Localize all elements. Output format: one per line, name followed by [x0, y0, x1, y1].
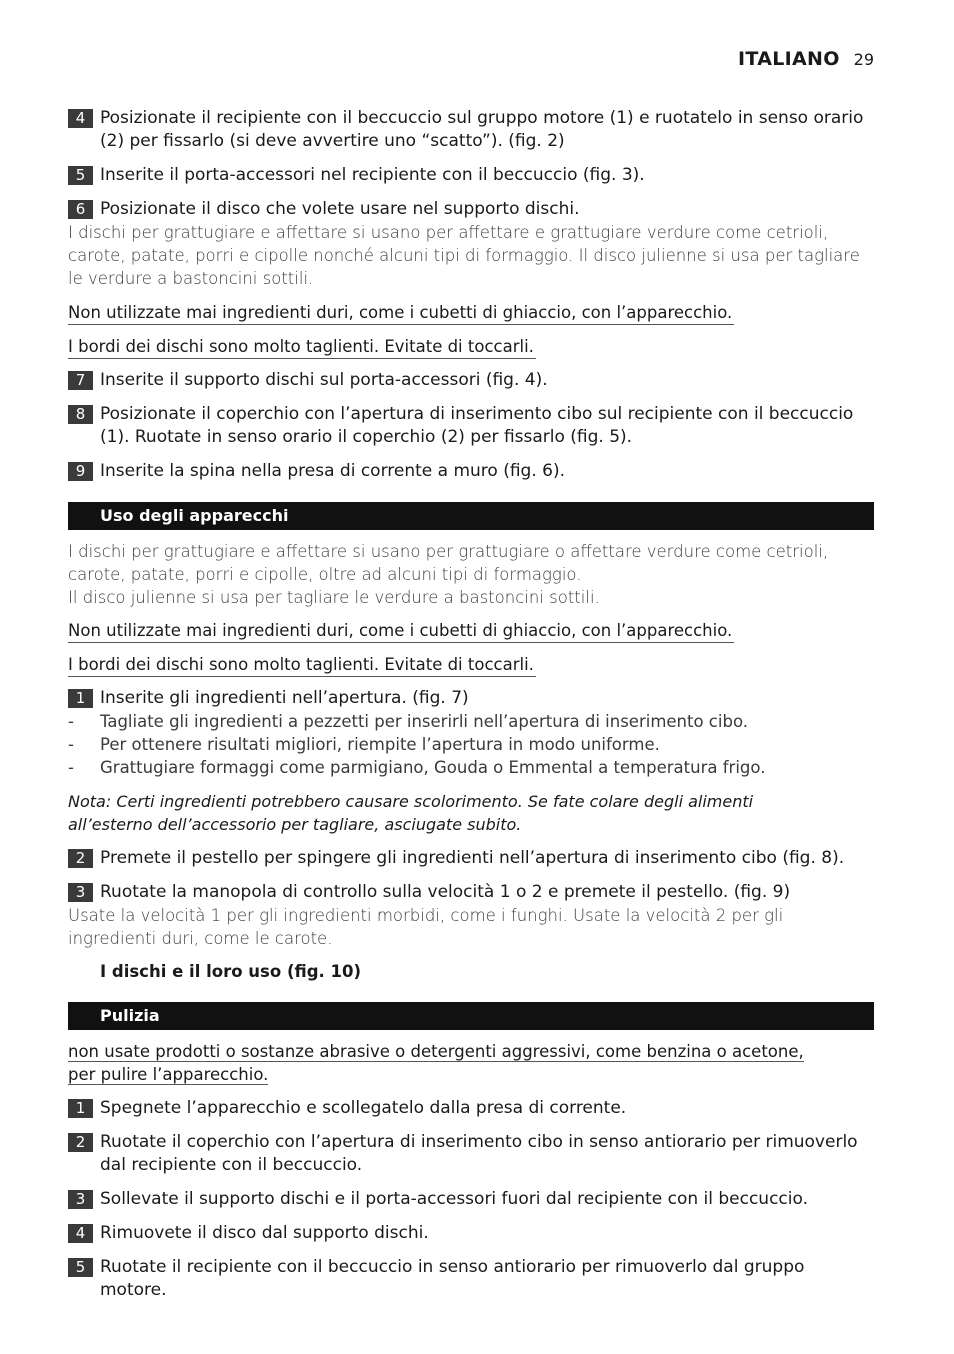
step-number: 5: [68, 166, 93, 185]
list-item: [68, 710, 874, 733]
clean-step-3: [68, 1188, 874, 1211]
step-number: 3: [68, 1190, 93, 1209]
step-text: Inserite il supporto dischi sul porta-accessori (fig. 4).: [100, 370, 548, 390]
dash-bullet: -: [68, 758, 74, 777]
step-9: [68, 460, 874, 483]
step-text: Sollevate il supporto dischi e il porta-accessori fuori dal recipiente con il beccuccio.: [100, 1189, 809, 1209]
step-text: Premete il pestello per spingere gli ingredienti nell’apertura di inserimento cibo (fig. 8).: [100, 848, 845, 868]
section-title: Pulizia: [100, 1006, 160, 1025]
use-description-line-1: I dischi per grattugiare e affettare si usano per grattugiare o affettare verdure come cetrioli, carote, patate, porri e cipolle, oltre ad alcuni tipi di formaggio.: [68, 542, 829, 584]
clean-step-2: [68, 1131, 874, 1177]
speed-description: Usate la velocità 1 per gli ingredienti morbidi, come i funghi. Usate la velocità 2 per gli ingredienti duri, come le carote.: [68, 906, 784, 948]
list-item: [68, 756, 874, 779]
cleaning-warning-text: non usate prodotti o sostanze abrasive o detergenti aggressivi, come benzina o acetone, per pulire l’apparecchio.: [68, 1042, 804, 1084]
list-item-text: Tagliate gli ingredienti a pezzetti per inserirli nell’apertura di inserimento cibo.: [100, 712, 748, 731]
step-number: 3: [68, 883, 93, 902]
list-item: [68, 733, 874, 756]
section-heading-cleaning: [68, 1002, 874, 1030]
step-number: 6: [68, 200, 93, 219]
use-step-1: [68, 687, 874, 710]
step-text: Ruotate il recipiente con il beccuccio in senso antiorario per rimuoverlo dal gruppo motore.: [100, 1257, 805, 1300]
use-description: [68, 540, 874, 609]
step-number: 2: [68, 849, 93, 868]
list-item-text: Per ottenere risultati migliori, riempite l’apertura in modo uniforme.: [100, 735, 660, 754]
note-discoloration: Nota: Certi ingredienti potrebbero causare scolorimento. Se fate colare degli alimenti all’esterno dell’accessorio per tagliare, asciugate subito.: [68, 792, 754, 834]
use-description-line-2: Il disco julienne si usa per tagliare le verdure a bastoncini sottili.: [68, 588, 600, 607]
dash-bullet: -: [68, 712, 74, 731]
step-number: 4: [68, 1224, 93, 1243]
step-number: 1: [68, 689, 93, 708]
discs-usage-subheading: I dischi e il loro uso (fig. 10): [100, 962, 362, 981]
step-8: [68, 403, 874, 449]
step-7: [68, 369, 874, 392]
step-text: Posizionate il coperchio con l’apertura di inserimento cibo sul recipiente con il beccuccio (1). Ruotate in senso orario il coperchio (2) per fissarlo (fig. 5).: [100, 404, 854, 447]
clean-step-1: [68, 1097, 874, 1120]
step-text: Rimuovete il disco dal supporto dischi.: [100, 1223, 429, 1243]
step-text: Posizionate il recipiente con il beccuccio sul gruppo motore (1) e ruotatelo in senso orario (2) per fissarlo (si deve avvertire uno “scatto”). (fig. 2): [100, 108, 864, 151]
use-step-2: [68, 847, 874, 870]
step-number: 1: [68, 1099, 93, 1118]
section-heading-use: [68, 502, 874, 530]
cleaning-warning: [68, 1040, 832, 1086]
step-number: 9: [68, 462, 93, 481]
step-text: Inserite la spina nella presa di corrente a muro (fig. 6).: [100, 461, 566, 481]
use-step-3: [68, 881, 874, 904]
step-6-description: I dischi per grattugiare e affettare si usano per affettare e grattugiare verdure come cetrioli, carote, patate, porri e cipolle nonché alcuni tipi di formaggio. Il disco julienne si usa per tagliare le verdure a bastoncini sottili.: [68, 223, 860, 288]
step-number: 2: [68, 1133, 93, 1152]
step-text: Inserite gli ingredienti nell’apertura. (fig. 7): [100, 688, 469, 708]
step-6: [68, 198, 874, 221]
step-number: 5: [68, 1258, 93, 1277]
use-warning-hard-ingredients: Non utilizzate mai ingredienti duri, come i cubetti di ghiaccio, con l’apparecchio.: [68, 619, 734, 643]
page-number: 29: [853, 50, 874, 69]
clean-step-4: [68, 1222, 874, 1245]
dash-bullet: -: [68, 735, 74, 754]
step-text: Ruotate la manopola di controllo sulla velocità 1 o 2 e premete il pestello. (fig. 9): [100, 882, 791, 902]
step-5: [68, 164, 874, 187]
step-text: Inserite il porta-accessori nel recipiente con il beccuccio (fig. 3).: [100, 165, 645, 185]
step-text: Posizionate il disco che volete usare nel supporto dischi.: [100, 199, 580, 219]
step-number: 7: [68, 371, 93, 390]
step-number: 8: [68, 405, 93, 424]
clean-step-5: [68, 1256, 874, 1302]
use-warning-sharp-edges: I bordi dei dischi sono molto taglienti. Evitate di toccarli.: [68, 653, 536, 677]
step-text: Spegnete l’apparecchio e scollegatelo dalla presa di corrente.: [100, 1098, 627, 1118]
section-title: Uso degli apparecchi: [100, 506, 289, 525]
step-text: Ruotate il coperchio con l’apertura di inserimento cibo in senso antiorario per rimuoverlo dal recipiente con il beccuccio.: [100, 1132, 858, 1175]
language-label: ITALIANO: [738, 48, 840, 70]
use-tips-list: [68, 710, 874, 779]
warning-sharp-edges: I bordi dei dischi sono molto taglienti. Evitate di toccarli.: [68, 335, 536, 359]
list-item-text: Grattugiare formaggi come parmigiano, Gouda o Emmental a temperatura frigo.: [100, 758, 766, 777]
page-header: [68, 48, 874, 74]
warning-hard-ingredients: Non utilizzate mai ingredienti duri, come i cubetti di ghiaccio, con l’apparecchio.: [68, 301, 734, 325]
step-number: 4: [68, 109, 93, 128]
step-4: [68, 107, 874, 153]
